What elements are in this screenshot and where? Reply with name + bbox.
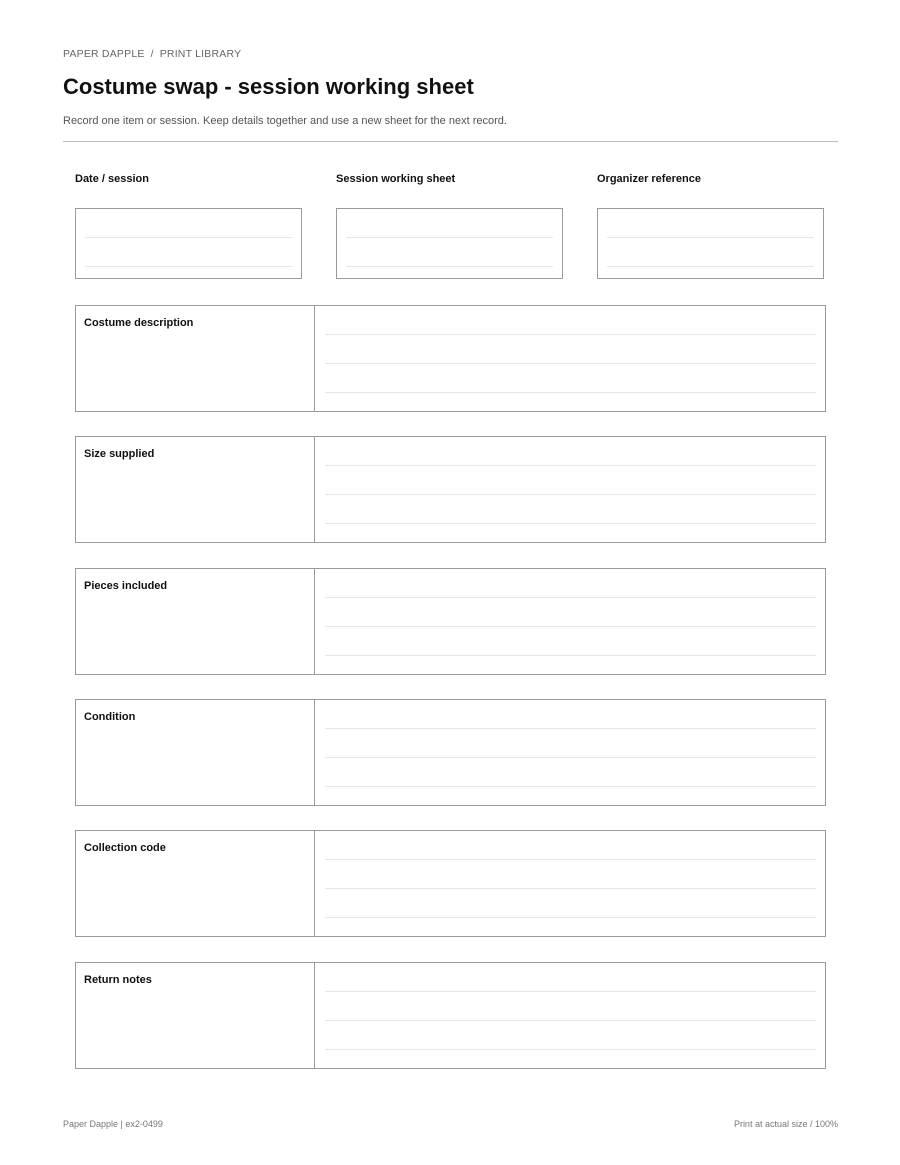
size-supplied-field[interactable] bbox=[75, 436, 826, 543]
organizer-reference-label: Organizer reference bbox=[597, 173, 701, 185]
return-notes-label: Return notes bbox=[84, 974, 152, 986]
writing-line bbox=[325, 523, 816, 524]
writing-line bbox=[325, 859, 816, 860]
writing-line bbox=[325, 728, 816, 729]
writing-line bbox=[325, 626, 816, 627]
date-session-box[interactable] bbox=[75, 208, 302, 279]
writing-line bbox=[325, 757, 816, 758]
writing-line bbox=[325, 786, 816, 787]
breadcrumb-item-brand: PAPER DAPPLE bbox=[63, 48, 145, 60]
writing-line bbox=[607, 237, 814, 238]
collection-code-label: Collection code bbox=[84, 842, 166, 854]
condition-field[interactable] bbox=[75, 699, 826, 806]
writing-line bbox=[325, 363, 816, 364]
session-working-sheet-label: Session working sheet bbox=[336, 173, 456, 185]
header-divider bbox=[63, 141, 838, 142]
date-session-label: Date / session bbox=[75, 173, 149, 185]
session-working-sheet-box[interactable] bbox=[336, 208, 563, 279]
breadcrumb-separator: / bbox=[150, 48, 154, 60]
field-label-cell bbox=[76, 437, 315, 542]
writing-line bbox=[85, 266, 292, 267]
page-subtitle: Record one item or session. Keep details together and use a new sheet for the next record. bbox=[63, 115, 507, 127]
organizer-reference-box[interactable] bbox=[597, 208, 824, 279]
writing-line bbox=[325, 1020, 816, 1021]
breadcrumb bbox=[63, 48, 241, 60]
collection-code-field[interactable] bbox=[75, 830, 826, 937]
writing-line bbox=[346, 237, 553, 238]
costume-description-label: Costume description bbox=[84, 317, 194, 329]
writing-line bbox=[325, 494, 816, 495]
writing-line bbox=[607, 266, 814, 267]
breadcrumb-item-library: PRINT LIBRARY bbox=[159, 48, 242, 60]
writing-line bbox=[325, 597, 816, 598]
pieces-included-field[interactable] bbox=[75, 568, 826, 675]
footer-print-note: Print at actual size / 100% bbox=[733, 1119, 838, 1129]
field-label-cell bbox=[76, 306, 315, 411]
field-label-cell bbox=[76, 831, 315, 936]
writing-line bbox=[325, 1049, 816, 1050]
costume-description-field[interactable] bbox=[75, 305, 826, 412]
return-notes-field[interactable] bbox=[75, 962, 826, 1069]
field-label-cell bbox=[76, 569, 315, 674]
condition-label: Condition bbox=[84, 711, 136, 723]
writing-line bbox=[325, 655, 816, 656]
field-label-cell bbox=[76, 963, 315, 1068]
pieces-included-label: Pieces included bbox=[84, 580, 168, 592]
writing-line bbox=[85, 237, 292, 238]
footer-document-id: Paper Dapple | ex2-0499 bbox=[63, 1119, 163, 1129]
writing-line bbox=[325, 917, 816, 918]
writing-line bbox=[325, 334, 816, 335]
writing-line bbox=[325, 465, 816, 466]
writing-line bbox=[325, 888, 816, 889]
writing-line bbox=[325, 991, 816, 992]
size-supplied-label: Size supplied bbox=[84, 448, 155, 460]
writing-line bbox=[346, 266, 553, 267]
page-title: Costume swap - session working sheet bbox=[63, 74, 474, 99]
writing-line bbox=[325, 392, 816, 393]
field-label-cell bbox=[76, 700, 315, 805]
